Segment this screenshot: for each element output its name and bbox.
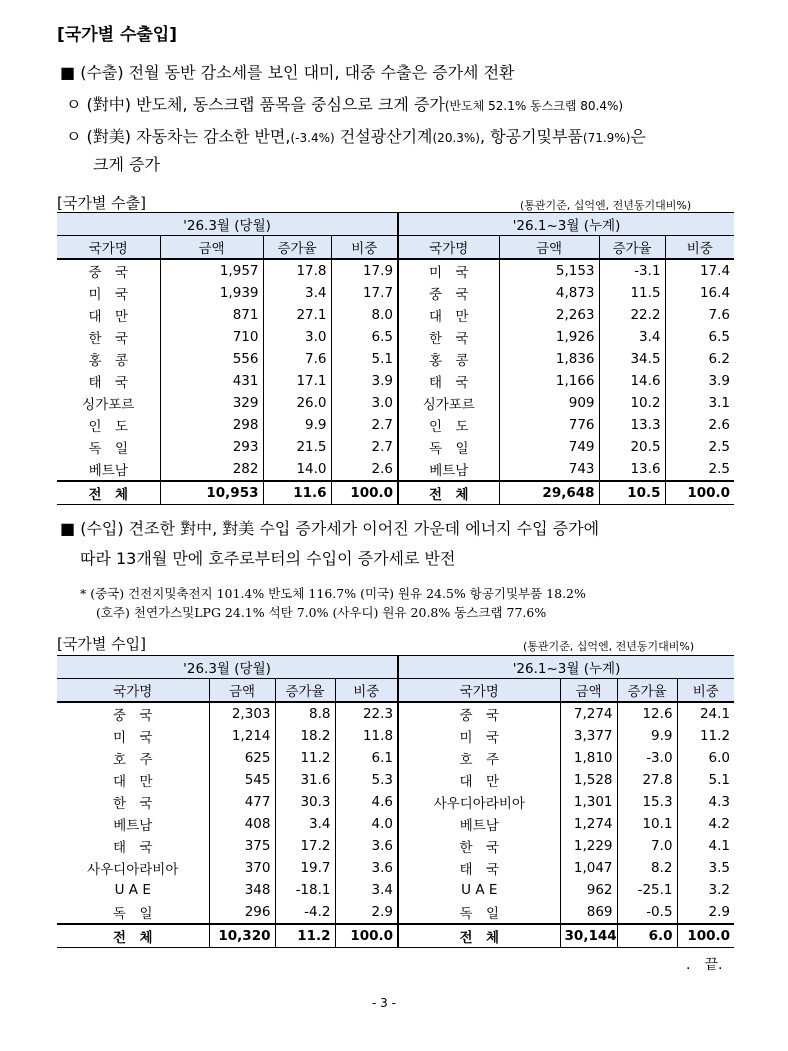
export-table-unit: (통관기준, 십억엔, 전년동기대비%) (520, 199, 692, 212)
share-cell: 3.9 (331, 370, 398, 392)
share-cell: 17.9 (331, 259, 398, 282)
amount-cell: 556 (160, 348, 263, 370)
share-cell: 11.2 (677, 725, 734, 747)
total-row (57, 481, 734, 505)
amount-cell: 29,648 (499, 481, 599, 505)
table-row (57, 813, 734, 835)
country-cell: 중 국 (398, 702, 560, 725)
country-cell: 전 체 (57, 924, 209, 948)
amount-cell: 545 (209, 769, 275, 791)
growth-cell: 13.6 (599, 458, 665, 481)
country-cell: 베트남 (398, 458, 499, 481)
growth-cell: 22.2 (599, 304, 665, 326)
amount-cell: 293 (160, 436, 263, 458)
import-bullet-line1: ■ (수입) 견조한 對中, 對美 수입 증가세가 이어진 가운데 에너지 수입 증가에 (60, 519, 600, 538)
table-row (57, 348, 734, 370)
table-row (57, 392, 734, 414)
growth-cell: 21.5 (263, 436, 331, 458)
amount-cell: 1,836 (499, 348, 599, 370)
export-bullet: ■ (수출) 전월 동반 감소세를 보인 대미, 대중 수출은 증가세 전환 (60, 63, 515, 82)
growth-cell: 10.1 (617, 813, 677, 835)
section-title: [국가별 수출입] (57, 25, 177, 45)
col-growth: 증가율 (275, 679, 335, 703)
export-period-cumulative: '26.1~3월 (누계) (398, 213, 734, 236)
country-cell: 베트남 (88, 463, 128, 479)
amount-cell: 2,263 (499, 304, 599, 326)
country-cell: 대 만 (88, 309, 129, 325)
export-table-caption: [국가별 수출] (57, 194, 146, 212)
export-period-current: '26.3월 (당월) (57, 213, 398, 236)
country-cell: U A E (114, 882, 151, 898)
growth-cell: 26.0 (263, 392, 331, 414)
growth-cell: 3.4 (263, 282, 331, 304)
country-cell: 미 국 (112, 730, 153, 746)
amount-cell: 1,274 (560, 813, 617, 835)
share-cell: 3.5 (677, 857, 734, 879)
page-number: - 3 - (372, 996, 396, 1010)
share-cell: 2.5 (665, 458, 734, 481)
country-cell: 대 만 (398, 304, 499, 326)
import-note-line1: * (중국) 건전지및축전지 101.4% 반도체 116.7% (미국) 원유 24.5% 항공기및부품 18.2% (80, 586, 586, 601)
country-cell: 태 국 (398, 370, 499, 392)
country-cell: 싱가포르 (82, 397, 135, 413)
amount-cell: 1,939 (160, 282, 263, 304)
country-cell: 미 국 (88, 287, 129, 303)
amount-cell: 296 (209, 901, 275, 924)
country-cell: 사우디아라비아 (398, 791, 560, 813)
share-cell: 6.5 (665, 326, 734, 348)
amount-cell: 375 (209, 835, 275, 857)
share-cell: 4.2 (677, 813, 734, 835)
amount-cell: 962 (560, 879, 617, 901)
export-sub-usa-text-c: , 항공기및부품 (479, 127, 583, 146)
share-cell: 3.9 (665, 370, 734, 392)
table-row (57, 857, 734, 879)
country-cell: 태 국 (88, 375, 129, 391)
country-cell: 한 국 (112, 796, 153, 812)
share-cell: 17.7 (331, 282, 398, 304)
share-cell: 5.1 (331, 348, 398, 370)
growth-cell: 7.6 (263, 348, 331, 370)
share-cell: 6.2 (665, 348, 734, 370)
total-row (57, 924, 734, 948)
growth-cell: 11.5 (599, 282, 665, 304)
country-cell: 베트남 (113, 818, 153, 834)
growth-cell: 11.6 (263, 481, 331, 505)
export-sub-usa-pct-b: (20.3%) (432, 131, 480, 145)
amount-cell: 1,301 (560, 791, 617, 813)
table-row (57, 769, 734, 791)
country-cell: 호 주 (398, 747, 560, 769)
country-cell: 미 국 (398, 725, 560, 747)
amount-cell: 710 (160, 326, 263, 348)
country-cell: 독 일 (398, 436, 499, 458)
country-cell: 독 일 (112, 906, 153, 922)
share-cell: 24.1 (677, 702, 734, 725)
amount-cell: 348 (209, 879, 275, 901)
growth-cell: 14.6 (599, 370, 665, 392)
amount-cell: 3,377 (560, 725, 617, 747)
growth-cell: 11.2 (275, 924, 335, 948)
end-mark: . 끝. (686, 957, 723, 973)
share-cell: 4.0 (335, 813, 398, 835)
country-cell: 인 도 (398, 414, 499, 436)
export-sub-usa-pct-c: (71.9%) (582, 131, 631, 145)
share-cell: 3.6 (335, 835, 398, 857)
growth-cell: 18.2 (275, 725, 335, 747)
import-table (57, 655, 734, 948)
growth-cell: 15.3 (617, 791, 677, 813)
country-cell: 태 국 (398, 857, 560, 879)
amount-cell: 10,953 (160, 481, 263, 505)
amount-cell: 1,926 (499, 326, 599, 348)
col-country: 국가명 (57, 679, 209, 703)
amount-cell: 431 (160, 370, 263, 392)
share-cell: 3.6 (335, 857, 398, 879)
share-cell: 6.1 (335, 747, 398, 769)
country-cell: 중 국 (398, 282, 499, 304)
table-row (57, 370, 734, 392)
amount-cell: 30,144 (560, 924, 617, 948)
growth-cell: 19.7 (275, 857, 335, 879)
col-growth: 증가율 (263, 236, 331, 260)
col-amount: 금액 (560, 679, 617, 703)
share-cell: 3.1 (665, 392, 734, 414)
table-row (57, 458, 734, 481)
growth-cell: -3.0 (617, 747, 677, 769)
growth-cell: 30.3 (275, 791, 335, 813)
share-cell: 5.3 (335, 769, 398, 791)
export-sub-usa-text-b: 건설광산기계 (334, 127, 433, 146)
share-cell: 4.3 (677, 791, 734, 813)
amount-cell: 1,229 (560, 835, 617, 857)
col-growth: 증가율 (599, 236, 665, 260)
amount-cell: 408 (209, 813, 275, 835)
amount-cell: 743 (499, 458, 599, 481)
country-cell: 대 만 (112, 774, 153, 790)
share-cell: 3.0 (331, 392, 398, 414)
share-cell: 6.5 (331, 326, 398, 348)
amount-cell: 1,810 (560, 747, 617, 769)
share-cell: 100.0 (665, 481, 734, 505)
country-cell: 전 체 (57, 481, 160, 505)
growth-cell: -25.1 (617, 879, 677, 901)
amount-cell: 7,274 (560, 702, 617, 725)
growth-cell: 9.9 (617, 725, 677, 747)
growth-cell: -3.1 (599, 259, 665, 282)
growth-cell: 8.8 (275, 702, 335, 725)
country-cell: 한 국 (88, 331, 129, 347)
country-cell: 태 국 (112, 840, 153, 856)
amount-cell: 1,214 (209, 725, 275, 747)
share-cell: 2.6 (665, 414, 734, 436)
table-row (57, 747, 734, 769)
share-cell: 16.4 (665, 282, 734, 304)
growth-cell: -4.2 (275, 901, 335, 924)
country-cell: 홍 콩 (398, 348, 499, 370)
export-sub-usa-text-a: ㅇ (對美) 자동차는 감소한 반면, (66, 127, 291, 146)
table-row (57, 304, 734, 326)
table-row (57, 436, 734, 458)
amount-cell: 2,303 (209, 702, 275, 725)
share-cell: 2.7 (331, 436, 398, 458)
share-cell: 4.6 (335, 791, 398, 813)
share-cell: 5.1 (677, 769, 734, 791)
share-cell: 3.4 (335, 879, 398, 901)
table-row (57, 835, 734, 857)
country-cell: 호 주 (112, 752, 153, 768)
growth-cell: 17.8 (263, 259, 331, 282)
country-cell: 베트남 (398, 813, 560, 835)
amount-cell: 1,957 (160, 259, 263, 282)
col-share: 비중 (677, 679, 734, 703)
country-cell: 중 국 (112, 708, 153, 724)
growth-cell: 11.2 (275, 747, 335, 769)
growth-cell: 31.6 (275, 769, 335, 791)
growth-cell: 13.3 (599, 414, 665, 436)
table-row (57, 259, 734, 282)
export-sub-china-text: ㅇ (對中) 반도체, 동스크랩 품목을 중심으로 크게 증가 (66, 95, 445, 114)
export-sub-usa-line2: 크게 증가 (93, 155, 160, 174)
table-row (57, 791, 734, 813)
col-amount: 금액 (160, 236, 263, 260)
country-cell: 전 체 (398, 924, 560, 948)
country-cell: 싱가포르 (398, 392, 499, 414)
country-cell: 중 국 (88, 265, 129, 281)
growth-cell: 7.0 (617, 835, 677, 857)
share-cell: 2.7 (331, 414, 398, 436)
share-cell: 100.0 (331, 481, 398, 505)
share-cell: 17.4 (665, 259, 734, 282)
table-row (57, 901, 734, 924)
share-cell: 7.6 (665, 304, 734, 326)
amount-cell: 4,873 (499, 282, 599, 304)
share-cell: 2.5 (665, 436, 734, 458)
amount-cell: 477 (209, 791, 275, 813)
export-table (57, 212, 734, 505)
import-note-line2: (호주) 천연가스및LPG 24.1% 석탄 7.0% (사우디) 원유 20.8% 동스크랩 77.6% (96, 605, 547, 620)
table-row (57, 702, 734, 725)
share-cell: 4.1 (677, 835, 734, 857)
table-row (57, 725, 734, 747)
share-cell: 8.0 (331, 304, 398, 326)
amount-cell: 1,528 (560, 769, 617, 791)
amount-cell: 10,320 (209, 924, 275, 948)
country-cell: 홍 콩 (88, 353, 129, 369)
share-cell: 100.0 (335, 924, 398, 948)
share-cell: 2.9 (677, 901, 734, 924)
growth-cell: 14.0 (263, 458, 331, 481)
share-cell: 6.0 (677, 747, 734, 769)
col-country: 국가명 (398, 679, 560, 703)
table-row (57, 414, 734, 436)
share-cell: 3.2 (677, 879, 734, 901)
growth-cell: 10.5 (599, 481, 665, 505)
col-amount: 금액 (209, 679, 275, 703)
amount-cell: 5,153 (499, 259, 599, 282)
country-cell: 한 국 (398, 835, 560, 857)
growth-cell: 9.9 (263, 414, 331, 436)
export-sub-usa-pct-a: (-3.4%) (290, 131, 335, 145)
amount-cell: 749 (499, 436, 599, 458)
growth-cell: 3.4 (599, 326, 665, 348)
country-cell: 인 도 (88, 419, 129, 435)
share-cell: 2.9 (335, 901, 398, 924)
share-cell: 11.8 (335, 725, 398, 747)
growth-cell: 3.0 (263, 326, 331, 348)
export-sub-china (66, 92, 623, 115)
import-bullet-line2: 따라 13개월 만에 호주로부터의 수입이 증가세로 반전 (80, 549, 456, 568)
growth-cell: 8.2 (617, 857, 677, 879)
export-sub-china-detail: (반도체 52.1% 동스크랩 80.4%) (444, 99, 624, 113)
country-cell: 한 국 (398, 326, 499, 348)
export-sub-usa (66, 124, 646, 147)
amount-cell: 298 (160, 414, 263, 436)
country-cell: 사우디아라비아 (87, 862, 179, 878)
growth-cell: 27.8 (617, 769, 677, 791)
growth-cell: 12.6 (617, 702, 677, 725)
growth-cell: 10.2 (599, 392, 665, 414)
growth-cell: -18.1 (275, 879, 335, 901)
country-cell: U A E (398, 879, 560, 901)
col-country: 국가명 (398, 236, 499, 260)
amount-cell: 869 (560, 901, 617, 924)
country-cell: 미 국 (398, 259, 499, 282)
country-cell: 대 만 (398, 769, 560, 791)
col-share: 비중 (335, 679, 398, 703)
growth-cell: 20.5 (599, 436, 665, 458)
col-share: 비중 (665, 236, 734, 260)
amount-cell: 282 (160, 458, 263, 481)
col-amount: 금액 (499, 236, 599, 260)
amount-cell: 625 (209, 747, 275, 769)
country-cell: 독 일 (88, 441, 129, 457)
growth-cell: 17.1 (263, 370, 331, 392)
amount-cell: 909 (499, 392, 599, 414)
table-row (57, 282, 734, 304)
import-table-caption: [국가별 수입] (57, 635, 146, 653)
col-growth: 증가율 (617, 679, 677, 703)
country-cell: 전 체 (398, 481, 499, 505)
growth-cell: 34.5 (599, 348, 665, 370)
growth-cell: 3.4 (275, 813, 335, 835)
amount-cell: 871 (160, 304, 263, 326)
amount-cell: 1,166 (499, 370, 599, 392)
share-cell: 100.0 (677, 924, 734, 948)
share-cell: 22.3 (335, 702, 398, 725)
import-period-current: '26.3월 (당월) (57, 656, 398, 679)
amount-cell: 329 (160, 392, 263, 414)
amount-cell: 1,047 (560, 857, 617, 879)
col-country: 국가명 (57, 236, 160, 260)
export-sub-usa-text-d: 은 (630, 127, 646, 146)
growth-cell: -0.5 (617, 901, 677, 924)
amount-cell: 370 (209, 857, 275, 879)
import-period-cumulative: '26.1~3월 (누계) (398, 656, 734, 679)
country-cell: 독 일 (398, 901, 560, 924)
growth-cell: 27.1 (263, 304, 331, 326)
table-row (57, 326, 734, 348)
col-share: 비중 (331, 236, 398, 260)
import-table-unit: (통관기준, 십억엔, 전년동기대비%) (523, 640, 695, 653)
amount-cell: 776 (499, 414, 599, 436)
growth-cell: 17.2 (275, 835, 335, 857)
table-row (57, 879, 734, 901)
growth-cell: 6.0 (617, 924, 677, 948)
share-cell: 2.6 (331, 458, 398, 481)
